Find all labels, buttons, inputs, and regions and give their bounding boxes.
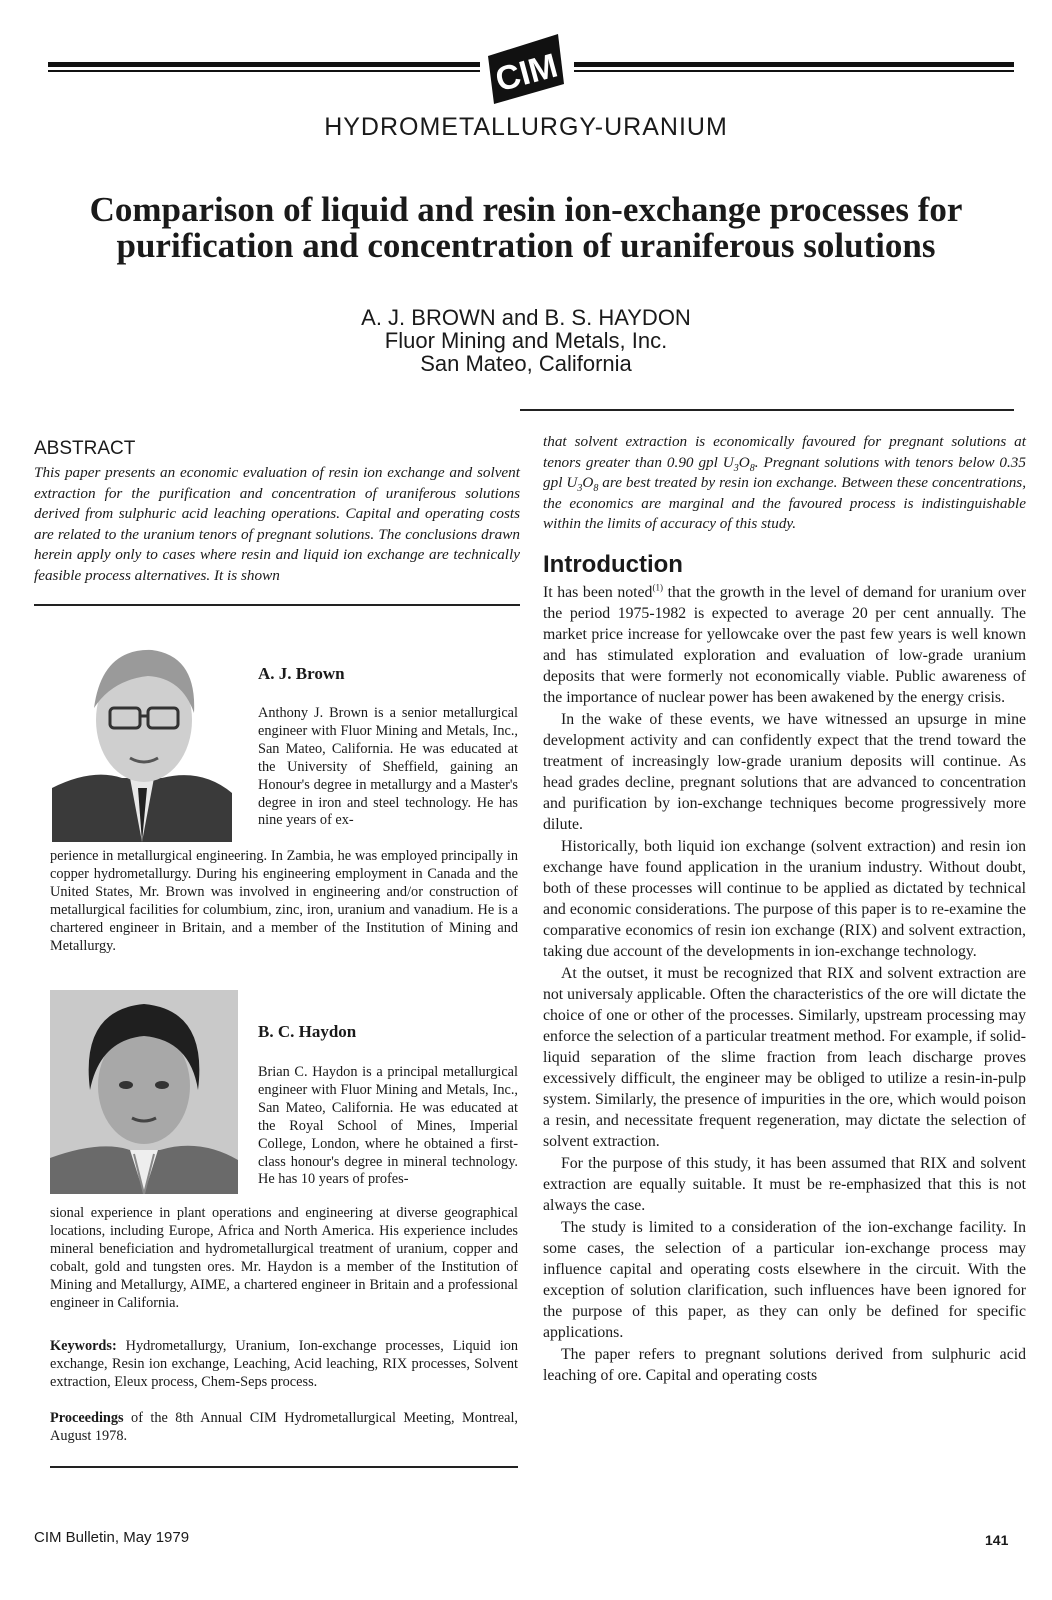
left-column-divider: [50, 1466, 518, 1468]
location-line: San Mateo, California: [420, 351, 632, 376]
intro-paragraph: Historically, both liquid ion exchange (solvent extraction) and resin ion exchange have found application in the uranium industry. Without doubt, both of these processes will continue to be applied as dictated by technical and economic considerations. The purpose of this paper is to re-examine the comparative economics of resin ion exchange (RIX) and solvent extraction, taking due account of the developments in ion-exchange technology.: [543, 838, 1026, 960]
abstract-text: This paper presents an economic evaluation of resin ion exchange and solvent extraction for the purification and concentration of uraniferous solutions derived from sulphuric acid leaching operations. Capital and operating costs are related to the uranium tenors of pregnant solutions. The conclusions drawn herein apply only to cases where resin and liquid ion exchange are technically feasible process alternatives. It is shown: [34, 464, 520, 584]
keywords-text: Hydrometallurgy, Uranium, Ion-exchange processes, Liquid ion exchange, Resin ion exchange, Leaching, Acid leaching, RIX processes, Solvent extraction, Eleux process, Chem-Seps process.: [50, 1338, 518, 1390]
intro-paragraph: The paper refers to pregnant solutions derived from sulphuric acid leaching of ore. Capital and operating costs: [543, 1346, 1026, 1384]
header-rule-left: [48, 62, 480, 67]
section-heading: HYDROMETALLURGY-URANIUM: [324, 113, 728, 141]
author-bio-haydon-continued: sional experience in plant operations and engineering at diverse geographical locations, including Europe, Africa and North America. His experience includes mineral beneficiation and hydrometallurgical treatment of uranium, copper and cobalt, gold and tungsten ores. Mr. Haydon is a member of the Institution of Mining and Metallurgy, AIME, a chartered engineer in Britain and a professional engineer in California.: [50, 1205, 518, 1311]
proceedings-text: of the 8th Annual CIM Hydrometallurgical Meeting, Montreal, August 1978.: [50, 1410, 518, 1444]
author-bio-brown-continued: perience in metallurgical engineering. In Zambia, he was employed principally in copper hydrometallurgy. During his engineering employment in Canada and the United States, Mr. Brown was involved in engineering and/or construction of metallurgical facilities for columbium, zinc, iron, uranium and vanadium. He is a chartered engineer in Britain, and a member of the Institution of Mining and Metallurgy.: [50, 848, 518, 954]
cim-logo: [478, 26, 573, 106]
introduction-heading: Introduction: [543, 551, 683, 578]
intro-paragraph: It has been noted$^{(1)}$ that the growth in the level of demand for uranium over the period 1975-1982 is expected to average 20 per cent annually. The market price increase for yellowcake over the past few years is well known and has stimulated exploration and evaluation of low-grade uranium deposits that were formerly not economically viable. Public awareness of the importance of nuclear power has been awakened by the energy crisis.: [543, 582, 1026, 706]
author-photo-brown: [52, 628, 232, 842]
header-rule-right: [574, 62, 1014, 67]
paper-title: Comparison of liquid and resin ion-exchange processes for purification and concentration of uraniferous solutions: [89, 190, 963, 265]
journal-footer: CIM Bulletin, May 1979: [34, 1529, 190, 1546]
abstract-divider: [34, 604, 520, 606]
header-rule-left-thin: [48, 70, 480, 72]
intro-paragraph: The study is limited to a consideration of the ion-exchange facility. In some cases, the selection of a particular ion-exchange process may influence capital and operating costs elsewhere in the circuit. With the exception of solution clarification, such influences have been ignored for the purpose of this paper, as they can only be defined for specific applications.: [543, 1219, 1026, 1341]
title-divider: [520, 409, 1014, 411]
intro-paragraph: For the purpose of this study, it has been assumed that RIX and solvent extraction are equally suitable. It must be re-emphasized that this is not always the case.: [543, 1155, 1026, 1214]
keywords: [50, 1338, 518, 1392]
abstract-text-continued: that solvent extraction is economically favoured for pregnant solutions at tenors greater than 0.90 gpl $U_3O_8$. Pregnant solutions with tenors below 0.35 gpl $U_3O_8$ are best treated by resin ion exchange. Between these concentrations, the economics are marginal and the favoured process is indistinguishable within the limits of accuracy of this study.: [543, 433, 1026, 532]
intro-paragraph: At the outset, it must be recognized that RIX and solvent extraction are not universaly applicable. Often the characteristics of the ore will dictate the choice of one or other of the processes. Similarly, upstream processing may enforce the selection of a particular treatment method. For example, if solid-liquid separation of the slime fraction from leach discharge proves excessively difficult, the engineer may be obliged to utilize a resin-in-pulp system. Similarly, the presence of impurities in the ore, which would poison a resin, and necessitate frequent regeneration, may dictate the selection of solvent extraction.: [543, 965, 1026, 1150]
page-number: 141: [985, 1532, 1009, 1548]
intro-paragraph: In the wake of these events, we have witnessed an upsurge in mine development activity and can confidently expect that the trend toward the treatment of increasingly low-grade uranium deposits will continue. As head grades decline, pregnant solutions that are advanced to concentration and purification by ion-exchange techniques become progressively more dilute.: [543, 711, 1026, 833]
author-bio-brown: Anthony J. Brown is a senior metallurgical engineer with Fluor Mining and Metals, Inc., San Mateo, California. He was educated at the University of Sheffield, gaining an Honour's degree in metallurgy and a Master's degree in iron and steel technology. He has nine years of ex-: [258, 705, 518, 829]
proceedings-label: Proceedings: [50, 1410, 124, 1426]
abstract-heading: ABSTRACT: [34, 438, 136, 459]
keywords-label: Keywords:: [50, 1338, 117, 1354]
cim-logo-text: CIM: [491, 46, 562, 100]
introduction-body: [543, 582, 1026, 1387]
author-photo-haydon: [50, 990, 238, 1194]
affiliation-line: Fluor Mining and Metals, Inc.: [384, 328, 668, 353]
author-bio-haydon: Brian C. Haydon is a principal metallurgical engineer with Fluor Mining and Metals, Inc., San Mateo, California. He was educated at the Royal School of Mines, Imperial College, London, where he obtained a first-class honour's degree in mineral technology. He has 10 years of profes-: [258, 1064, 518, 1188]
proceedings: [50, 1410, 518, 1446]
author-name-haydon: B. C. Haydon: [258, 1022, 357, 1041]
header-rule-right-thin: [574, 70, 1014, 72]
authors-line: A. J. BROWN and B. S. HAYDON: [361, 305, 691, 330]
author-name-brown: A. J. Brown: [258, 664, 345, 683]
